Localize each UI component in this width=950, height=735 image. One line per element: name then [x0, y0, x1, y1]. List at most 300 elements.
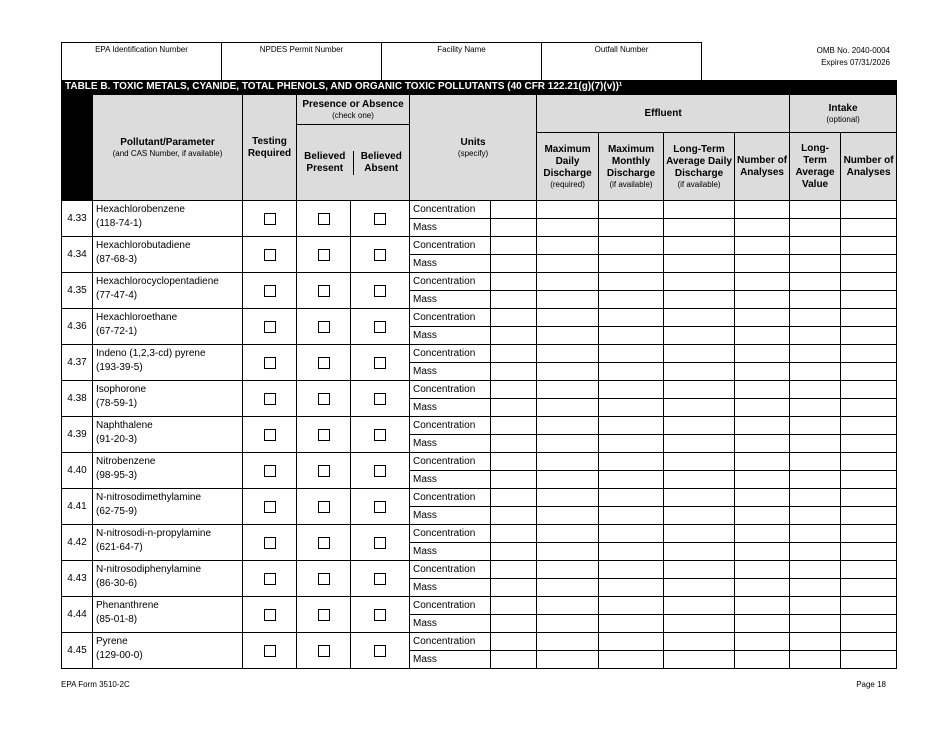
long-term-concentration-input[interactable]: [664, 489, 735, 507]
intake-num-analyses-mass-input[interactable]: [841, 579, 897, 597]
unit-concentration-input[interactable]: [491, 417, 537, 435]
intake-num-analyses-mass-input[interactable]: [841, 615, 897, 633]
pollutant-name: Hexachlorobenzene: [96, 204, 185, 215]
col-pollutant-label: Pollutant/Parameter: [120, 136, 215, 148]
intake-num-analyses-mass-input[interactable]: [841, 471, 897, 489]
intake-num-analyses-concentration-input[interactable]: [841, 633, 897, 651]
form-number: EPA Form 3510-2C: [61, 680, 130, 689]
col-intake-long-term: Long-Term Average Value: [790, 133, 841, 201]
pollutant-name: N-nitrosodi-n-propylamine: [96, 528, 212, 539]
num-analyses-concentration-input[interactable]: [735, 273, 790, 291]
max-monthly-concentration-input[interactable]: [599, 273, 664, 291]
table-row: [62, 525, 897, 543]
max-daily-mass-input[interactable]: [537, 399, 599, 417]
max-daily-mass-input[interactable]: [537, 255, 599, 273]
intake-num-analyses-mass-input[interactable]: [841, 435, 897, 453]
max-monthly-concentration-input[interactable]: [599, 525, 664, 543]
col-pollutant: [93, 95, 243, 201]
max-monthly-concentration-input[interactable]: [599, 633, 664, 651]
intake-num-analyses-mass-input[interactable]: [841, 255, 897, 273]
long-term-concentration-input[interactable]: [664, 201, 735, 219]
intake-long-term-mass-input[interactable]: [790, 471, 841, 489]
row-number: 4.45: [62, 633, 93, 669]
believed-absent-cell: [351, 381, 410, 417]
col-max-monthly-note: (if available): [609, 179, 653, 189]
testing-required-cell: [243, 489, 297, 525]
unit-mass-input[interactable]: [491, 651, 537, 669]
max-daily-mass-input[interactable]: [537, 579, 599, 597]
unit-concentration-label: Concentration: [410, 525, 491, 543]
npdes-permit-field[interactable]: [222, 43, 382, 81]
max-daily-concentration-input[interactable]: [537, 345, 599, 363]
believed-absent-checkbox[interactable]: [374, 429, 386, 441]
num-analyses-mass-input[interactable]: [735, 291, 790, 309]
col-units-note: (specify): [457, 148, 489, 158]
believed-absent-checkbox[interactable]: [374, 357, 386, 369]
unit-mass-input[interactable]: [491, 507, 537, 525]
intake-long-term-mass-input[interactable]: [790, 615, 841, 633]
unit-mass-input[interactable]: [491, 579, 537, 597]
pollutant-name: Hexachlorobutadiene: [96, 240, 191, 251]
page-number: Page 18: [856, 680, 886, 689]
table-row: [62, 309, 897, 327]
believed-present-checkbox[interactable]: [318, 321, 330, 333]
max-daily-concentration-input[interactable]: [537, 489, 599, 507]
pollutant-name-cell: [93, 417, 243, 453]
num-analyses-mass-input[interactable]: [735, 363, 790, 381]
intake-long-term-mass-input[interactable]: [790, 363, 841, 381]
testing-required-checkbox[interactable]: [264, 465, 276, 477]
col-long-term: [664, 133, 735, 201]
max-monthly-concentration-input[interactable]: [599, 309, 664, 327]
max-daily-mass-input[interactable]: [537, 651, 599, 669]
facility-name-field[interactable]: [382, 43, 542, 81]
num-analyses-concentration-input[interactable]: [735, 561, 790, 579]
num-analyses-mass-input[interactable]: [735, 579, 790, 597]
long-term-concentration-input[interactable]: [664, 309, 735, 327]
unit-concentration-input[interactable]: [491, 597, 537, 615]
max-daily-mass-input[interactable]: [537, 507, 599, 525]
outfall-number-field[interactable]: [542, 43, 702, 81]
max-monthly-mass-input[interactable]: [599, 291, 664, 309]
believed-absent-checkbox[interactable]: [374, 285, 386, 297]
intake-num-analyses-concentration-input[interactable]: [841, 237, 897, 255]
testing-required-checkbox[interactable]: [264, 249, 276, 261]
pollutant-name: Hexachlorocyclopentadiene: [96, 276, 219, 287]
testing-required-checkbox[interactable]: [264, 609, 276, 621]
col-intake-num-analyses: Number of Analyses: [841, 133, 897, 201]
pollutant-name: Isophorone: [96, 384, 147, 395]
max-daily-concentration-input[interactable]: [537, 417, 599, 435]
num-analyses-concentration-input[interactable]: [735, 453, 790, 471]
intake-long-term-concentration-input[interactable]: [790, 633, 841, 651]
long-term-mass-input[interactable]: [664, 219, 735, 237]
believed-absent-checkbox[interactable]: [374, 645, 386, 657]
believed-absent-cell: [351, 525, 410, 561]
max-daily-concentration-input[interactable]: [537, 201, 599, 219]
unit-mass-label: Mass: [410, 363, 491, 381]
believed-present-cell: [297, 237, 351, 273]
unit-mass-input[interactable]: [491, 399, 537, 417]
num-analyses-concentration-input[interactable]: [735, 309, 790, 327]
believed-present-checkbox[interactable]: [318, 357, 330, 369]
num-analyses-concentration-input[interactable]: [735, 417, 790, 435]
max-monthly-concentration-input[interactable]: [599, 381, 664, 399]
intake-long-term-mass-input[interactable]: [790, 219, 841, 237]
intake-num-analyses-mass-input[interactable]: [841, 399, 897, 417]
intake-long-term-concentration-input[interactable]: [790, 381, 841, 399]
intake-long-term-concentration-input[interactable]: [790, 201, 841, 219]
intake-long-term-mass-input[interactable]: [790, 435, 841, 453]
long-term-concentration-input[interactable]: [664, 417, 735, 435]
max-monthly-concentration-input[interactable]: [599, 453, 664, 471]
row-number: 4.37: [62, 345, 93, 381]
unit-mass-label: Mass: [410, 327, 491, 345]
pollutant-name-cell: [93, 561, 243, 597]
long-term-mass-input[interactable]: [664, 507, 735, 525]
pollutant-cas: (78-59-1): [96, 398, 138, 409]
testing-required-checkbox[interactable]: [264, 501, 276, 513]
long-term-concentration-input[interactable]: [664, 273, 735, 291]
believed-absent-checkbox[interactable]: [374, 537, 386, 549]
num-analyses-mass-input[interactable]: [735, 399, 790, 417]
num-analyses-mass-input[interactable]: [735, 471, 790, 489]
believed-absent-checkbox[interactable]: [374, 465, 386, 477]
max-monthly-concentration-input[interactable]: [599, 489, 664, 507]
intake-long-term-concentration-input[interactable]: [790, 453, 841, 471]
unit-concentration-input[interactable]: [491, 561, 537, 579]
epa-id-field[interactable]: [62, 43, 222, 81]
intake-long-term-mass-input[interactable]: [790, 651, 841, 669]
unit-concentration-input[interactable]: [491, 489, 537, 507]
unit-concentration-input[interactable]: [491, 345, 537, 363]
long-term-concentration-input[interactable]: [664, 453, 735, 471]
unit-mass-input[interactable]: [491, 219, 537, 237]
long-term-concentration-input[interactable]: [664, 561, 735, 579]
row-number: 4.33: [62, 201, 93, 237]
believed-absent-checkbox[interactable]: [374, 501, 386, 513]
long-term-concentration-input[interactable]: [664, 381, 735, 399]
intake-num-analyses-concentration-input[interactable]: [841, 381, 897, 399]
num-analyses-concentration-input[interactable]: [735, 237, 790, 255]
max-daily-concentration-input[interactable]: [537, 561, 599, 579]
max-daily-concentration-input[interactable]: [537, 597, 599, 615]
long-term-mass-input[interactable]: [664, 327, 735, 345]
long-term-concentration-input[interactable]: [664, 525, 735, 543]
intake-long-term-mass-input[interactable]: [790, 327, 841, 345]
pollutant-name-cell: [93, 201, 243, 237]
pollutant-name-cell: [93, 273, 243, 309]
unit-concentration-label: Concentration: [410, 417, 491, 435]
pollutant-cas: (129-00-0): [96, 650, 143, 661]
num-analyses-mass-input[interactable]: [735, 651, 790, 669]
pollutant-name-cell: [93, 597, 243, 633]
believed-absent-checkbox[interactable]: [374, 249, 386, 261]
unit-concentration-label: Concentration: [410, 597, 491, 615]
max-monthly-concentration-input[interactable]: [599, 597, 664, 615]
intake-long-term-concentration-input[interactable]: [790, 489, 841, 507]
table-row: [62, 561, 897, 579]
intake-num-analyses-concentration-input[interactable]: [841, 309, 897, 327]
pollutant-name-cell: [93, 309, 243, 345]
num-analyses-mass-input[interactable]: [735, 327, 790, 345]
believed-absent-checkbox[interactable]: [374, 609, 386, 621]
max-monthly-concentration-input[interactable]: [599, 201, 664, 219]
testing-required-checkbox[interactable]: [264, 357, 276, 369]
intake-num-analyses-mass-input[interactable]: [841, 327, 897, 345]
believed-absent-cell: [351, 633, 410, 669]
testing-required-cell: [243, 273, 297, 309]
max-monthly-concentration-input[interactable]: [599, 345, 664, 363]
outfall-number-label: Outfall Number: [594, 45, 649, 54]
testing-required-checkbox[interactable]: [264, 645, 276, 657]
num-analyses-concentration-input[interactable]: [735, 525, 790, 543]
unit-mass-label: Mass: [410, 435, 491, 453]
long-term-mass-input[interactable]: [664, 579, 735, 597]
intake-long-term-concentration-input[interactable]: [790, 597, 841, 615]
long-term-concentration-input[interactable]: [664, 597, 735, 615]
believed-present-cell: [297, 525, 351, 561]
unit-mass-label: Mass: [410, 219, 491, 237]
max-daily-mass-input[interactable]: [537, 291, 599, 309]
table-row: [62, 597, 897, 615]
max-daily-mass-input[interactable]: [537, 435, 599, 453]
num-analyses-mass-input[interactable]: [735, 507, 790, 525]
max-daily-concentration-input[interactable]: [537, 525, 599, 543]
believed-present-checkbox[interactable]: [318, 249, 330, 261]
believed-present-cell: [297, 381, 351, 417]
intake-num-analyses-concentration-input[interactable]: [841, 345, 897, 363]
long-term-concentration-input[interactable]: [664, 345, 735, 363]
intake-num-analyses-concentration-input[interactable]: [841, 417, 897, 435]
row-number: 4.36: [62, 309, 93, 345]
testing-required-checkbox[interactable]: [264, 429, 276, 441]
max-monthly-concentration-input[interactable]: [599, 561, 664, 579]
unit-concentration-label: Concentration: [410, 561, 491, 579]
max-daily-concentration-input[interactable]: [537, 453, 599, 471]
long-term-mass-input[interactable]: [664, 363, 735, 381]
unit-mass-input[interactable]: [491, 471, 537, 489]
intake-num-analyses-concentration-input[interactable]: [841, 525, 897, 543]
testing-required-cell: [243, 597, 297, 633]
unit-concentration-input[interactable]: [491, 453, 537, 471]
unit-mass-input[interactable]: [491, 363, 537, 381]
intake-long-term-mass-input[interactable]: [790, 291, 841, 309]
unit-concentration-label: Concentration: [410, 453, 491, 471]
testing-required-checkbox[interactable]: [264, 537, 276, 549]
max-monthly-mass-input[interactable]: [599, 399, 664, 417]
num-analyses-mass-input[interactable]: [735, 615, 790, 633]
max-monthly-mass-input[interactable]: [599, 471, 664, 489]
unit-concentration-input[interactable]: [491, 633, 537, 651]
max-monthly-mass-input[interactable]: [599, 255, 664, 273]
believed-present-checkbox[interactable]: [318, 213, 330, 225]
max-monthly-concentration-input[interactable]: [599, 237, 664, 255]
num-analyses-mass-input[interactable]: [735, 219, 790, 237]
believed-absent-cell: [351, 417, 410, 453]
unit-concentration-label: Concentration: [410, 201, 491, 219]
pollutant-cas: (87-68-3): [96, 254, 138, 265]
unit-mass-input[interactable]: [491, 435, 537, 453]
num-analyses-mass-input[interactable]: [735, 255, 790, 273]
table-row: [62, 453, 897, 471]
max-monthly-mass-input[interactable]: [599, 435, 664, 453]
unit-mass-input[interactable]: [491, 291, 537, 309]
believed-present-cell: [297, 201, 351, 237]
believed-present-checkbox[interactable]: [318, 645, 330, 657]
pollutant-cas: (85-01-8): [96, 614, 138, 625]
max-monthly-mass-input[interactable]: [599, 507, 664, 525]
intake-num-analyses-concentration-input[interactable]: [841, 489, 897, 507]
unit-mass-input[interactable]: [491, 255, 537, 273]
unit-mass-label: Mass: [410, 507, 491, 525]
testing-required-cell: [243, 525, 297, 561]
unit-concentration-input[interactable]: [491, 273, 537, 291]
pollutant-cas: (621-64-7): [96, 542, 143, 553]
intake-num-analyses-mass-input[interactable]: [841, 507, 897, 525]
believed-absent-checkbox[interactable]: [374, 393, 386, 405]
max-monthly-mass-input[interactable]: [599, 219, 664, 237]
long-term-mass-input[interactable]: [664, 255, 735, 273]
max-daily-mass-input[interactable]: [537, 363, 599, 381]
testing-required-cell: [243, 201, 297, 237]
max-daily-mass-input[interactable]: [537, 471, 599, 489]
intake-num-analyses-concentration-input[interactable]: [841, 597, 897, 615]
pollutant-cas: (86-30-6): [96, 578, 138, 589]
intake-num-analyses-mass-input[interactable]: [841, 219, 897, 237]
intake-long-term-concentration-input[interactable]: [790, 345, 841, 363]
max-daily-concentration-input[interactable]: [537, 633, 599, 651]
max-daily-mass-input[interactable]: [537, 615, 599, 633]
intake-long-term-mass-input[interactable]: [790, 399, 841, 417]
intake-long-term-concentration-input[interactable]: [790, 525, 841, 543]
intake-num-analyses-mass-input[interactable]: [841, 291, 897, 309]
testing-required-cell: [243, 633, 297, 669]
max-daily-mass-input[interactable]: [537, 219, 599, 237]
intake-long-term-concentration-input[interactable]: [790, 273, 841, 291]
col-max-monthly-label: Maximum Monthly Discharge: [606, 143, 656, 179]
max-monthly-mass-input[interactable]: [599, 651, 664, 669]
max-monthly-concentration-input[interactable]: [599, 417, 664, 435]
testing-required-checkbox[interactable]: [264, 321, 276, 333]
pollutant-name: Hexachloroethane: [96, 312, 178, 323]
long-term-mass-input[interactable]: [664, 651, 735, 669]
intake-long-term-mass-input[interactable]: [790, 255, 841, 273]
testing-required-checkbox[interactable]: [264, 285, 276, 297]
testing-required-checkbox[interactable]: [264, 573, 276, 585]
col-intake: [790, 95, 897, 133]
intake-num-analyses-mass-input[interactable]: [841, 363, 897, 381]
believed-present-cell: [297, 633, 351, 669]
table-row: [62, 237, 897, 255]
long-term-mass-input[interactable]: [664, 291, 735, 309]
unit-concentration-input[interactable]: [491, 237, 537, 255]
num-analyses-mass-input[interactable]: [735, 435, 790, 453]
intake-long-term-concentration-input[interactable]: [790, 237, 841, 255]
long-term-concentration-input[interactable]: [664, 237, 735, 255]
believed-present-checkbox[interactable]: [318, 465, 330, 477]
num-analyses-concentration-input[interactable]: [735, 201, 790, 219]
intake-num-analyses-concentration-input[interactable]: [841, 561, 897, 579]
num-analyses-concentration-input[interactable]: [735, 381, 790, 399]
intake-long-term-concentration-input[interactable]: [790, 417, 841, 435]
intake-num-analyses-mass-input[interactable]: [841, 651, 897, 669]
believed-absent-checkbox[interactable]: [374, 321, 386, 333]
unit-concentration-input[interactable]: [491, 525, 537, 543]
table-row: [62, 633, 897, 651]
max-monthly-mass-input[interactable]: [599, 543, 664, 561]
believed-present-cell: [297, 309, 351, 345]
unit-concentration-input[interactable]: [491, 381, 537, 399]
max-daily-mass-input[interactable]: [537, 543, 599, 561]
unit-mass-input[interactable]: [491, 543, 537, 561]
max-monthly-mass-input[interactable]: [599, 327, 664, 345]
believed-present-checkbox[interactable]: [318, 285, 330, 297]
num-analyses-mass-input[interactable]: [735, 543, 790, 561]
row-number: 4.43: [62, 561, 93, 597]
col-max-monthly: [599, 133, 664, 201]
believed-present-checkbox[interactable]: [318, 537, 330, 549]
intake-long-term-concentration-input[interactable]: [790, 309, 841, 327]
believed-absent-checkbox[interactable]: [374, 213, 386, 225]
believed-absent-checkbox[interactable]: [374, 573, 386, 585]
intake-num-analyses-concentration-input[interactable]: [841, 453, 897, 471]
max-daily-concentration-input[interactable]: [537, 237, 599, 255]
max-daily-concentration-input[interactable]: [537, 273, 599, 291]
believed-present-checkbox[interactable]: [318, 393, 330, 405]
long-term-mass-input[interactable]: [664, 615, 735, 633]
believed-present-checkbox[interactable]: [318, 501, 330, 513]
believed-present-checkbox[interactable]: [318, 609, 330, 621]
pollutant-name-cell: [93, 345, 243, 381]
unit-concentration-input[interactable]: [491, 309, 537, 327]
intake-num-analyses-concentration-input[interactable]: [841, 201, 897, 219]
unit-concentration-input[interactable]: [491, 201, 537, 219]
max-daily-mass-input[interactable]: [537, 327, 599, 345]
unit-mass-input[interactable]: [491, 327, 537, 345]
intake-num-analyses-concentration-input[interactable]: [841, 273, 897, 291]
table-row: [62, 201, 897, 219]
col-intake-label: Intake: [828, 102, 858, 114]
num-analyses-concentration-input[interactable]: [735, 597, 790, 615]
num-analyses-concentration-input[interactable]: [735, 633, 790, 651]
testing-required-checkbox[interactable]: [264, 393, 276, 405]
num-analyses-concentration-input[interactable]: [735, 345, 790, 363]
long-term-mass-input[interactable]: [664, 543, 735, 561]
max-daily-concentration-input[interactable]: [537, 309, 599, 327]
long-term-concentration-input[interactable]: [664, 633, 735, 651]
intake-long-term-mass-input[interactable]: [790, 543, 841, 561]
believed-present-checkbox[interactable]: [318, 573, 330, 585]
testing-required-checkbox[interactable]: [264, 213, 276, 225]
max-monthly-mass-input[interactable]: [599, 363, 664, 381]
long-term-mass-input[interactable]: [664, 399, 735, 417]
intake-long-term-concentration-input[interactable]: [790, 561, 841, 579]
unit-mass-input[interactable]: [491, 615, 537, 633]
max-daily-concentration-input[interactable]: [537, 381, 599, 399]
intake-num-analyses-mass-input[interactable]: [841, 543, 897, 561]
max-monthly-mass-input[interactable]: [599, 579, 664, 597]
facility-name-label: Facility Name: [437, 45, 486, 54]
intake-long-term-mass-input[interactable]: [790, 507, 841, 525]
long-term-mass-input[interactable]: [664, 435, 735, 453]
intake-long-term-mass-input[interactable]: [790, 579, 841, 597]
num-analyses-concentration-input[interactable]: [735, 489, 790, 507]
max-monthly-mass-input[interactable]: [599, 615, 664, 633]
long-term-mass-input[interactable]: [664, 471, 735, 489]
believed-present-checkbox[interactable]: [318, 429, 330, 441]
believed-present-cell: [297, 453, 351, 489]
